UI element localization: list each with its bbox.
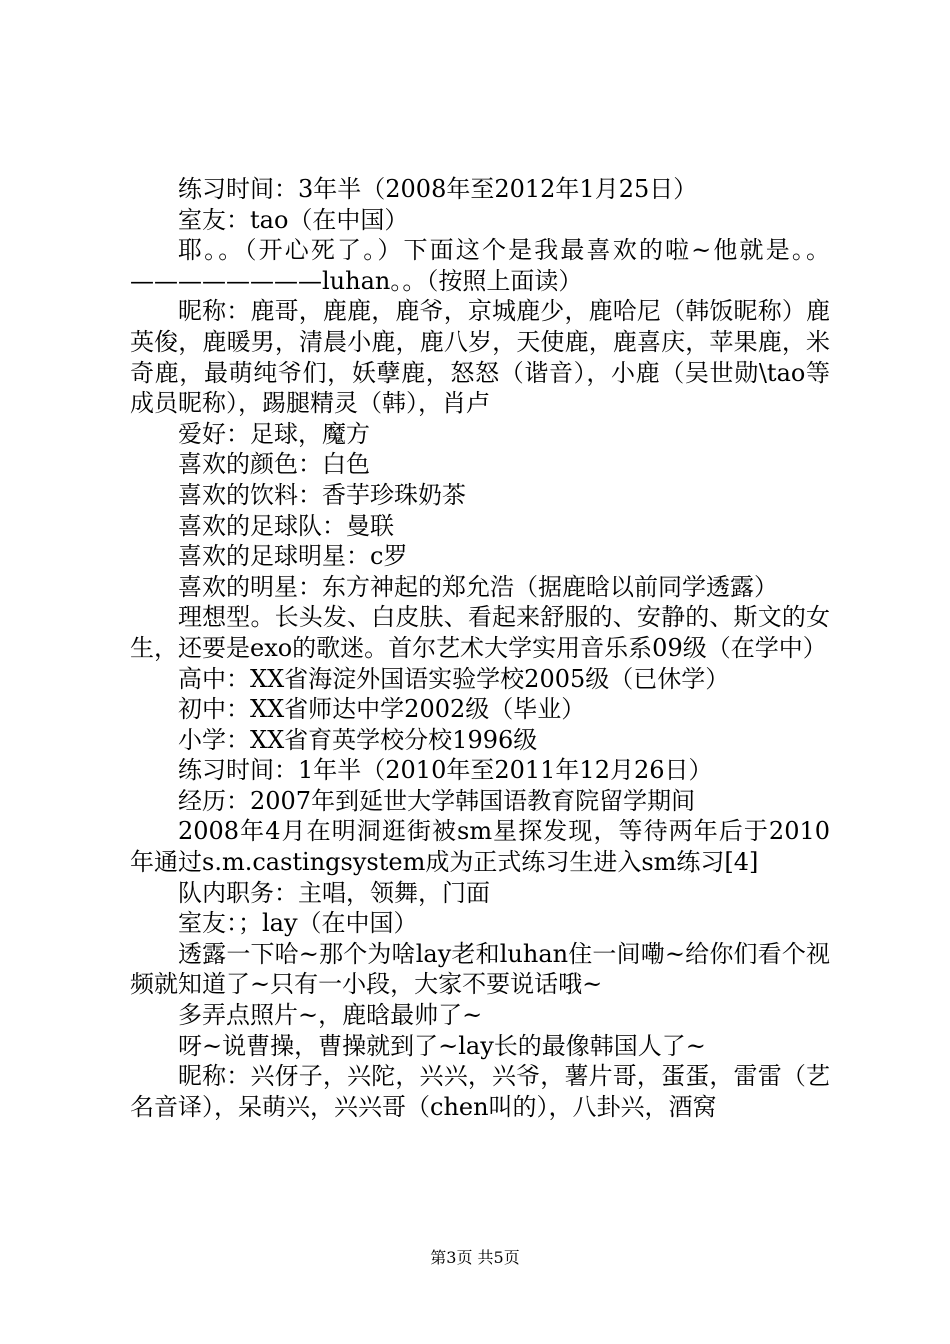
paragraph: 呀~说曹操，曹操就到了~lay长的最像韩国人了~ [178,1031,706,1060]
paragraph: 爱好：足球，魔方 [178,419,370,448]
paragraph: 室友：；lay（在中国） [178,909,418,938]
paragraph: 喜欢的足球明星：c罗 [178,542,408,571]
paragraph: 练习时间：3年半（2008年至2012年1月25日） [178,175,698,203]
paragraph: 理想型。长头发、白皮肤、看起来舒服的、安静的、斯文的女生，还要是exo的歌迷。首尔艺术大学实用音乐系09级（在学中） [130,603,830,662]
page-number-footer: 第3页 共5页 [430,1248,520,1267]
paragraph: 喜欢的颜色：白色 [178,450,370,479]
paragraph: 2008年4月在明洞逛街被sm星探发现，等待两年后于2010年通过s.m.castingsystem成为正式练习生进入sm练习[4] [130,817,830,877]
paragraph: 练习时间：1年半（2010年至2011年12月26日） [178,756,713,785]
paragraph: 喜欢的足球队：曼联 [178,511,394,540]
paragraph: 小学：XX省育英学校分校1996级 [178,725,538,754]
paragraph: 喜欢的饮料：香芋珍珠奶茶 [178,480,466,509]
paragraph: 昵称：鹿哥，鹿鹿，鹿爷，京城鹿少，鹿哈尼（韩饭昵称）鹿英俊，鹿暖男，清晨小鹿，鹿八岁，天使鹿，鹿喜庆，苹果鹿，米奇鹿，最萌纯爷们，妖孽鹿，怒怒（谐音），小鹿（吴世勋\tao等成员昵称），踢腿精灵（韩），肖卢 [130,297,830,418]
body-text [130,174,830,1122]
paragraph: 队内职务：主唱，领舞，门面 [178,878,490,907]
paragraph: 喜欢的明星：东方神起的郑允浩（据鹿晗以前同学透露） [178,572,778,601]
paragraph: 室友：tao（在中国） [178,205,409,234]
paragraph: 经历：2007年到延世大学韩国语教育院留学期间 [178,786,696,815]
paragraph: 昵称：兴伢子，兴陀，兴兴，兴爷，薯片哥，蛋蛋，雷雷（艺名音译），呆萌兴，兴兴哥（chen叫的），八卦兴，酒窝 [130,1062,830,1121]
paragraph: 初中：XX省师达中学2002级（毕业） [178,695,586,724]
paragraph: 透露一下哈~那个为啥lay老和luhan住一间嘞~给你们看个视频就知道了~只有一小段，大家不要说话哦~ [130,939,830,999]
paragraph: 多弄点照片~，鹿晗最帅了~ [178,1001,483,1030]
paragraph: 耶。。（开心死了。）下面这个是我最喜欢的啦~他就是。。————————luhan。。（按照上面读） [130,236,830,295]
paragraph: 高中：XX省海淀外国语实验学校2005级（已休学） [178,664,730,693]
